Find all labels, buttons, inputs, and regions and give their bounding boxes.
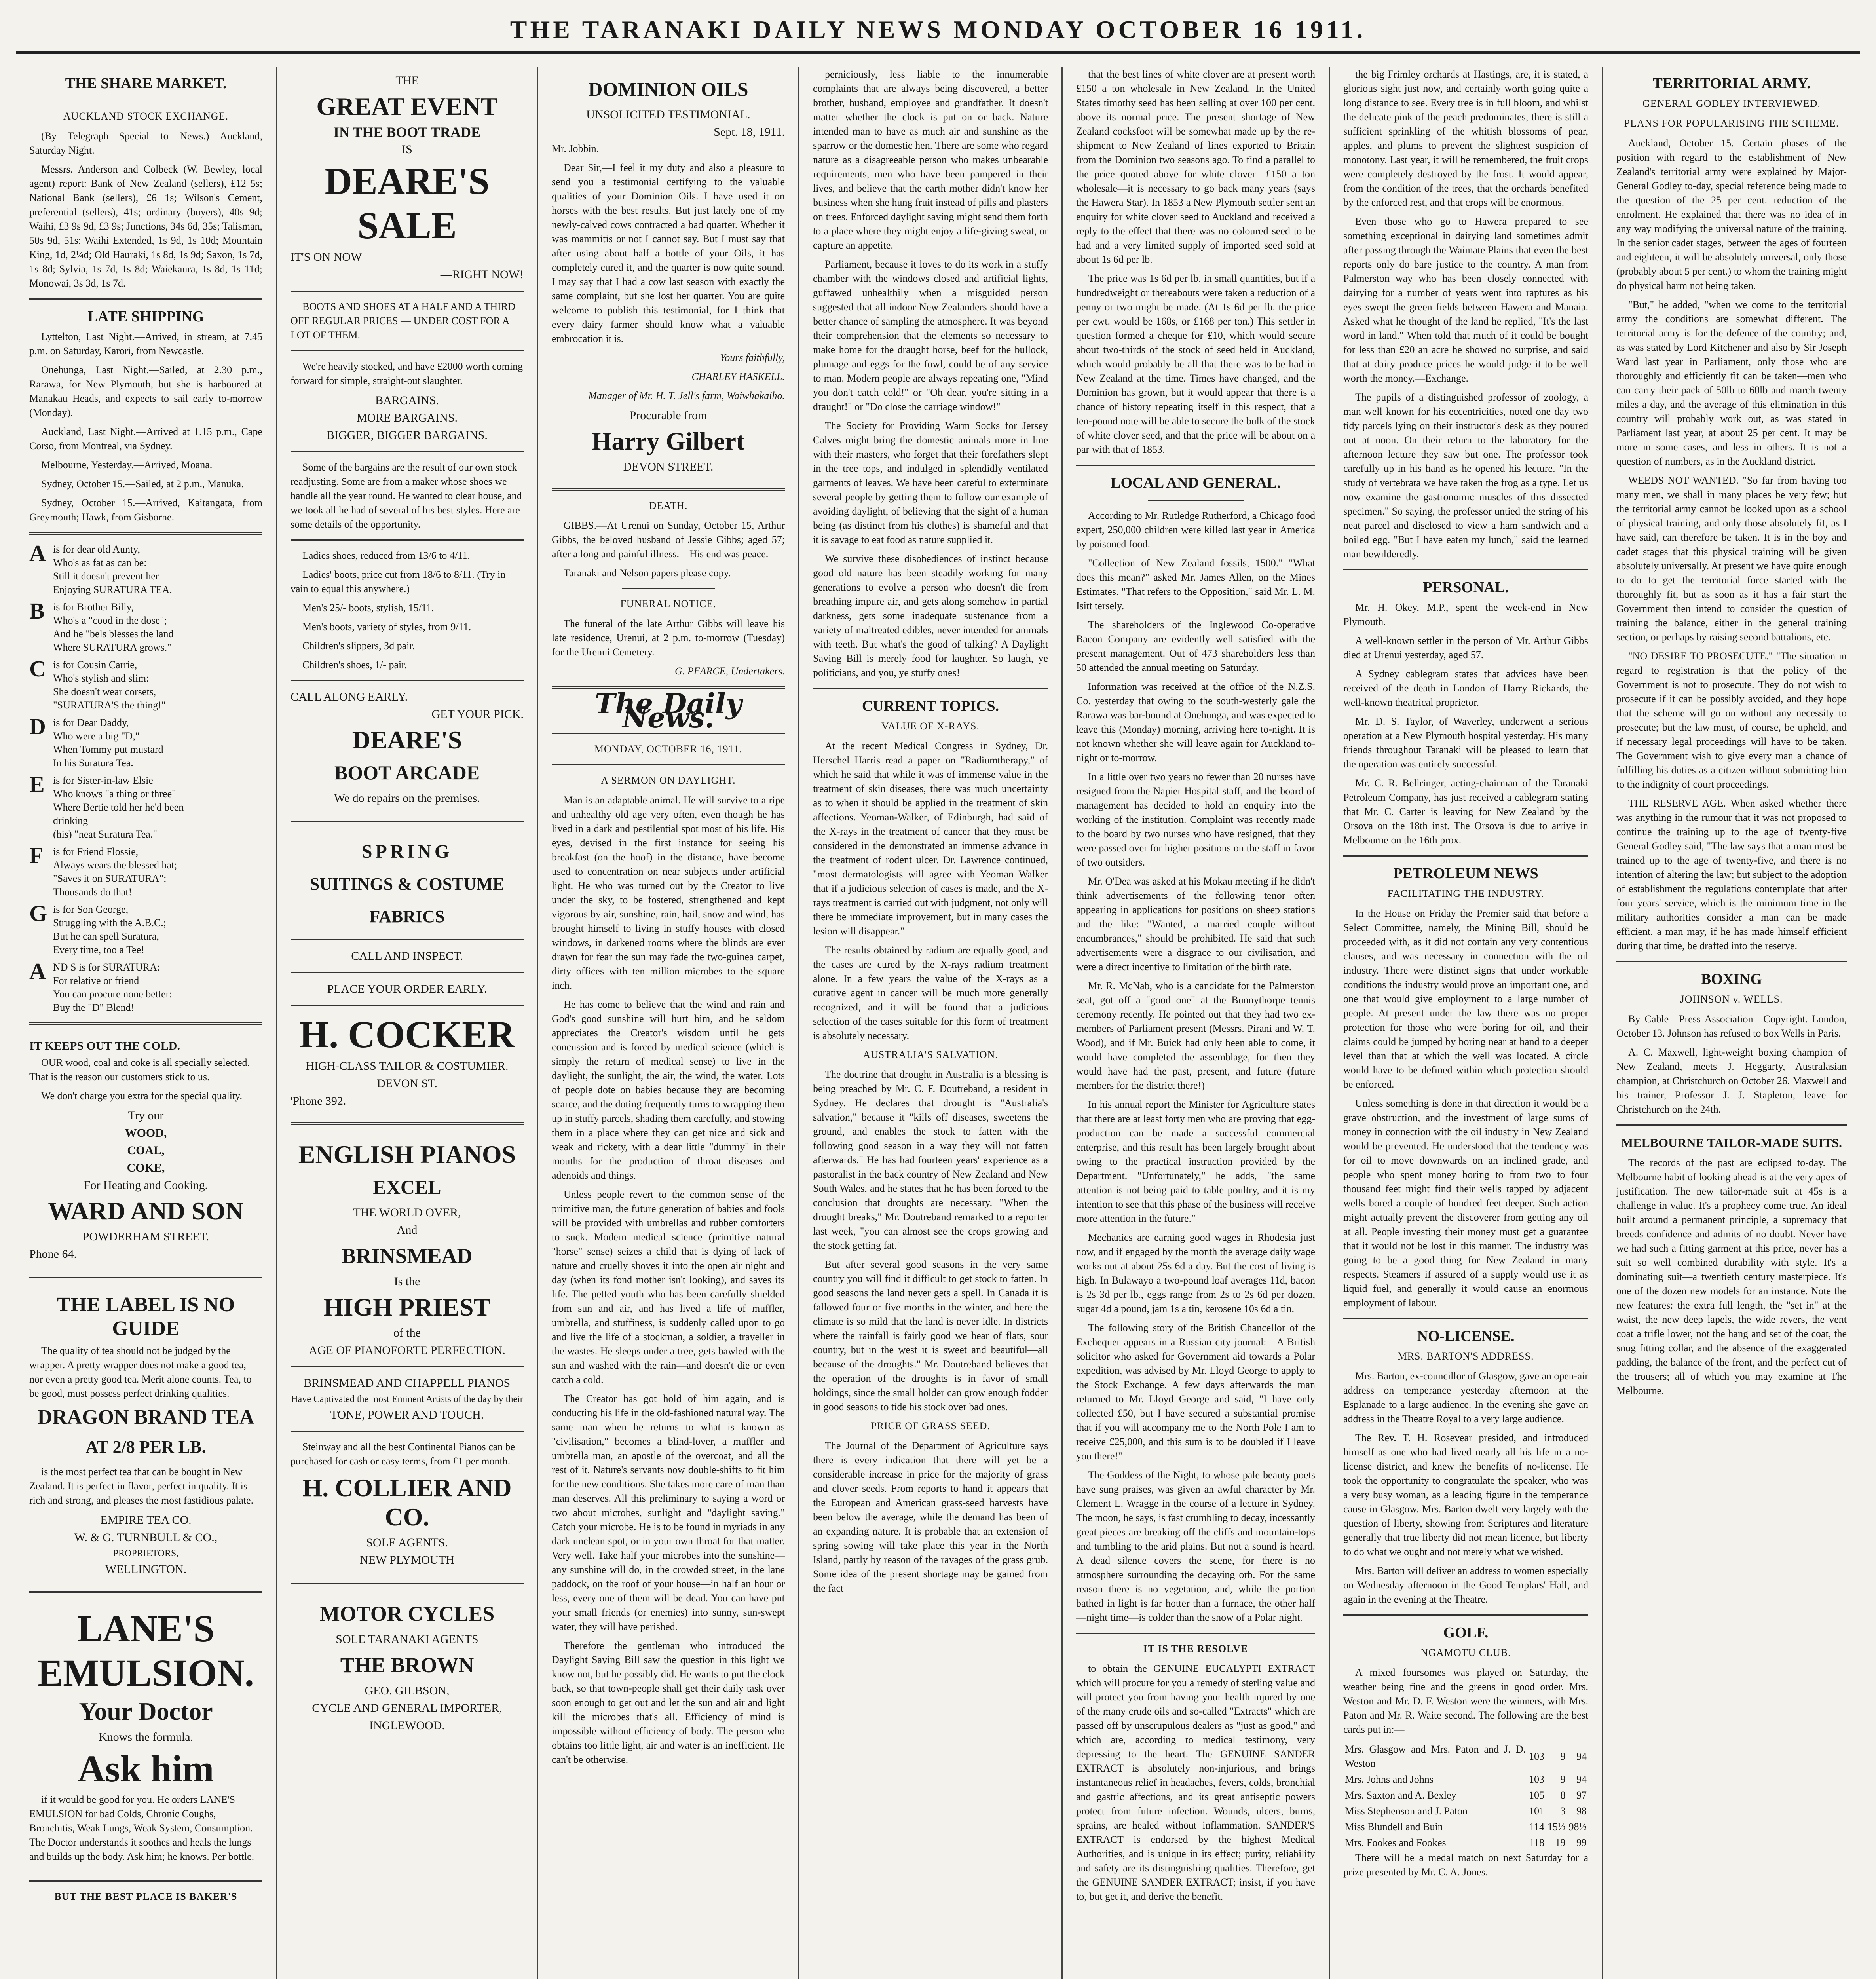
- local-item: Mr. O'Dea was asked at his Mokau meeting if he didn't think advertisements of the following tenor often appearing in applications for positions on sheep stations and the like: "Wanted, a married couple without encumbrances," should be prohibited. He said that such advertisements were a disgrace to our civilisation, and were a direct incentive to limitation of the birth rate.: [1076, 876, 1315, 972]
- sermon-heading: A SERMON ON DAYLIGHT.: [601, 775, 736, 786]
- local-item: "Collection of New Zealand fossils, 1500." "What does this mean?" asked Mr. James Allen, on the Mines Estimates. "That refers to the Opposition," said Mr. L. M. Isitt tersely.: [1076, 557, 1315, 612]
- shipping-item: Sydney, October 15.—Sailed, at 2 p.m., Manuka.: [41, 478, 244, 490]
- article-paragraph: The price was 1s 6d per lb. in small quantities, but if a hundredweight or thereabouts were taken a reduction of a penny or two might be made. (At 1s 6d per lb. the price per cwt. would be 168s, or £168 per ton.) This settler in question formed a cheque for £10, which would secure about two-thirds of the stock of seed held in Auckland, which would probably be all that there was to be had in New Zealand at the time. Times have changed, and the Dominion has grown, but it would appear that there is a chance of history repeating itself in this respect, that a ten-pound note will be able to secure the bulk of the stock of white clover seed, and that the price will be about on a par with that of 1853.: [1076, 273, 1315, 455]
- article-paragraph: Auckland, October 15. Certain phases of the position with regard to the establishment of New Zealand's territorial army were explained by Major-General Godley to-day, special reference being made to the question of the 25 per cent. reduction of the enrolment. He explained that there was no idea of in any way modifying the universal nature of the training. In the senior cadet stages, between the ages of fourteen and eighteen, it will be absolutely universal, only those (probably about 5 per cent.) to whom the training might do physical harm not being taken.: [1616, 137, 1847, 291]
- article-paragraph: the big Frimley orchards at Hastings, are, it is stated, a glorious sight just now, and certainly worth going quite a long distance to see. Every tree is in full bloom, and whilst the delicate pink of the peach predominates, there is still a sufficient sprinkling of the whitish blossoms of pear, apples, and plums to prevent the slightest suspicion of monotony. Last year, it will be remembered, the fruit crops were completely destroyed by the frost. It would appear, from the condition of the trees, that the orchards benefited by the enforced rest, and that crops will be enormous.: [1343, 68, 1588, 208]
- lanes-emulsion-ad: LANE'S EMULSION. Your Doctor Knows the formula. Ask him if it would be good for you. He orders LANE'S EMULSION for bad Colds, Chronic Coughs, Bronchitis, Weak Lungs, Weak System, Consumption. The Doctor understands it soothes and heals the lungs and builds up the body. Ask him; he knows. Per bottle.: [29, 1607, 254, 1862]
- table-row: Mrs. Glasgow and Mrs. Paton and J. D. Weston 103 9 94: [1345, 1743, 1587, 1769]
- issue-date: MONDAY, OCTOBER 16, 1911.: [594, 743, 742, 755]
- article-paragraph: Mrs. Barton will deliver an address to women especially on Wednesday afternoon in the Good Templars' Hall, and again in the evening at the Theatre.: [1343, 1565, 1588, 1605]
- suratura-rhyme: F is for Friend Flossie, Always wears the blessed hat; "Saves it on SURATURA"; Thousands do that!: [29, 845, 177, 898]
- personal-item: Mr. H. Okey, M.P., spent the week-end in New Plymouth.: [1343, 602, 1588, 627]
- local-item: Mr. R. McNab, who is a candidate for the Palmerston seat, got off a "good one" at the Bunnythorpe tennis ceremony recently. He pointed out that they had two ex-members of Parliament present (Messrs. Pirani and W. T. Wood), and if Mr. Buick had only been able to come, it would have completed the assemblage, for then they would have had the past, present, and future (future members for the district there!): [1076, 980, 1315, 1091]
- article-paragraph: A mixed foursomes was played on Saturday, the weather being fine and the greens in good order. Mrs. Weston and Mr. D. F. Weston were the winners, with Mrs. Paton and Mr. R. Waite second. The following are the best cards put in:—: [1343, 1667, 1588, 1735]
- dragon-tea-ad: THE LABEL IS NO GUIDE The quality of tea should not be judged by the wrapper. A pretty wrapper does not make a good tea, nor even a pretty good tea. Merit alone counts. Tea, to be good, must possess perfect drinking qualities. DRAGON BRAND TEA AT 2/8 PER LB. is the most perfect tea that can be bought in New Zealand. It is perfect in flavor, perfect in quality. It is rich and strong, and pleases the most fastidious palate. EMPIRE TEA CO. W. & G. TURNBULL & CO., PROPRIETORS, WELLINGTON.: [29, 1293, 254, 1576]
- pianos-ad: ENGLISH PIANOS EXCEL THE WORLD OVER, And BRINSMEAD Is the HIGH PRIEST of the AGE OF PIANOFORTE PERFECTION. BRINSMEAD AND CHAPPELL PIANOS Have Captivated the most Eminent Artists of the day by their TONE, POWER AND TOUCH. Steinway and all the best Continental Pianos can be purchased for cash or easy terms, from £1 per month. H. COLLIER AND CO. SOLE AGENTS. NEW PLYMOUTH: [291, 1140, 523, 1567]
- local-item: According to Mr. Rutledge Rutherford, a Chicago food expert, 250,000 children were killed last year in America by poisoned food.: [1076, 510, 1315, 550]
- editorial-paragraph: We survive these disobediences of instinct because good old nature has been steadily working for many generations to evolve a person who doesn't die from breathing impure air, and gets along somehow in partial darkness, gets some inadequate sustenance from a variety of maltreated edibles, never intended for animals with teeth. But what's the good of talking? A Daylight Saving Bill is merely food for laughter. So laugh, ye politicians, and you, ye stuffy ones!: [813, 553, 1048, 678]
- column-1: [16, 67, 277, 1979]
- petroleum-subheading: FACILITATING THE INDUSTRY.: [1387, 888, 1544, 899]
- article-paragraph: The Journal of the Department of Agriculture says there is every indication that there will yet be a considerable increase in price for the majority of grass and clover seeds. From reports to hand it appears that the European and American grass-seed harvests have been below the average, while the demand has been of an expanding nature. It is probable that an extension of spring sowing will take place this year in the North Island, partly by reason of the ravages of the grass grub. Some idea of the present shortage may be gained from the fact: [813, 1440, 1048, 1594]
- table-row: Miss Blundell and Buin 114 15½ 98½: [1345, 1821, 1587, 1833]
- divider: [29, 1022, 262, 1025]
- shipping-item: Auckland, Last Night.—Arrived at 1.15 p.m., Cape Corso, from Montreal, via Sydney.: [29, 426, 262, 452]
- article-paragraph: WEEDS NOT WANTED. "So far from having too many men, we shall in many places be very few; but the territorial army cannot be looked upon as a school of physical training, and only those absolutely fit, as I have said, can therefore be taken. It is in the boy and cadet stages that this physical training will be given absolutely universally. At present we have quite enough to do to get the territorial force started with the thoroughly fit, but as soon as it has a fair start the Government then intend to consider the question of training the balance, either in the general training section, or perhaps by raising second battalions, etc.: [1616, 475, 1847, 643]
- divider: [1148, 500, 1244, 501]
- article-paragraph: "NO DESIRE TO PROSECUTE." "The situation in regard to registration is that the policy of the Government is not to prosecute. They do not wish to prosecute if it can be possibly avoided, and they hope that the scheme will go on without any necessity to prosecute; but the law must, of course, be upheld, and if necessary legal proceedings will have to be taken. The Government wish to give every man a chance of fulfilling his duties as a citizen without submitting him to the indignity of court proceedings.: [1616, 650, 1847, 790]
- editorial-paragraph: perniciously, less liable to the innumerable complaints that are always being discovered, a better brother, husband, employee and grandfather. It doesn't matter whether the clock is put on or back. Nature intended man to have as much air and sunshine as the sparrow or the domestic hen. There are some who regard nature as a disagreeable person who makes unbearable requirements, men who have been pampered in their lives, and believe that the earth mother didn't know her business when she hung fruit instead of pills and plasters on trees. Enforced daylight saving might send them forth to a place where they might enjoy a life-giving sweat, or capture an appetite.: [813, 68, 1048, 251]
- ward-and-son-ad: IT KEEPS OUT THE COLD. OUR wood, coal and coke is all specially selected. That is the reason our customers stick to us. We don't charge you extra for the special quality. Try our WOOD, COAL, COKE, For Heating and Cooking. WARD AND SON POWDERHAM STREET. Phone 64.: [29, 1039, 250, 1261]
- divider: [622, 588, 715, 589]
- local-item: In a little over two years no fewer than 20 nurses have resigned from the Napier Hospital staff, and the board of management has decided to hold an enquiry into the working of the institution. Complaint was recently made to the board by two nurses who have resigned, that they were passed over for higher positions on the staff in favor of two outsiders.: [1076, 771, 1315, 868]
- article-paragraph: There will be a medal match on next Saturday for a prize presented by Mr. C. A. Jones.: [1343, 1852, 1588, 1878]
- local-item: The shareholders of the Inglewood Co-operative Bacon Company are evidently well satisfied with the present management. Out of 473 shareholders less than 50 attended the annual meeting on Saturday.: [1076, 619, 1315, 673]
- nolicense-heading: NO-LICENSE.: [1417, 1328, 1515, 1345]
- divider: [29, 298, 262, 300]
- divider: [29, 1276, 262, 1278]
- boxing-subheading: JOHNSON v. WELLS.: [1680, 993, 1783, 1005]
- eucalypti-ad: to obtain the GENUINE EUCALYPTI EXTRACT which will procure for you a remedy of sterling value and will protect you from having your health injured by one of the many crude oils and so-called "Extracts" which are passed off by unscrupulous dealers as "just as good," and which are, according to medical testimony, very depressing to the heart. The GENUINE SANDER EXTRACT is absolutely non-injurious, and brings instantaneous relief in headaches, fevers, colds, bronchial and gastric affections, and its great antiseptic powers protect from future infection. Wounds, ulcers, burns, sprains, are healed without inflammation. SANDER'S EXTRACT is endorsed by the highest Medical Authorities, and is unique in its effect; purity, reliability and safety are its distinguishing qualities. Therefore, get the GENUINE SANDER EXTRACT; insist, if you have to, but get it, and derive the benefit.: [1076, 1663, 1315, 1902]
- deares-sale-ad: THE GREAT EVENT IN THE BOOT TRADE IS DEARE'S SALE IT'S ON NOW— —RIGHT NOW! BOOTS AND SHOES AT A HALF AND A THIRD OFF REGULAR PRICES — UNDER COST FOR A LOT OF THEM. We're heavily stocked, and have £2000 worth coming forward for simple, straight-out slaughter. BARGAINS. MORE BARGAINS. BIGGER, BIGGER BARGAINS. Some of the bargains are the result of our own stock readjusting. Some are from a maker whose shoes we handle all the year round. He wanted to clear house, and we took all he had of several of his best styles. Here are some details of the opportunity. Ladies shoes, reduced from 13/6 to 4/11. Ladies' boots, price cut from 18/6 to 8/11. (Try in vain to equal this anywhere.) Men's 25/- boots, stylish, 15/11. Men's boots, variety of styles, from 9/11. Children's slippers, 3d pair. Children's shoes, 1/- pair. CALL ALONG EARLY. GET YOUR PICK. DEARE'S BOOT ARCADE We do repairs on the premises.: [291, 74, 524, 805]
- motor-cycles-ad: MOTOR CYCLES SOLE TARANAKI AGENTS THE BROWN GEO. GILBSON, CYCLE AND GENERAL IMPORTER, INGLEWOOD.: [312, 1602, 502, 1732]
- share-report: Messrs. Anderson and Colbeck (W. Bewley, local agent) report: Bank of New Zealand (sellers), £12 5s; National Bank (sellers), £6 1s; Wilson's Cement, preferential (sellers), 41s; ordinary (buyers), 40s 9d; Waihi, £3 9s 9d, £3 9s; Junctions, 34s 6d, 35s; Talisman, 50s 9d, 51s; Waihi Extended, 1s 9d, 1s 10d; Mountain King, 1d, 2¼d; Old Hauraki, 1s 8d, 1s 9d; Saxon, 1s 7d, 1s 8d; Sylvia, 1s 7d, 1s 8d; Waiekaura, 1s 8d, 1s 11d; Monowai, 3s 3d, 1s 7d.: [29, 163, 262, 289]
- shipping-item: Onehunga, Last Night.—Sailed, at 2.30 p.m., Rarawa, for New Plymouth, but she is harboured at Manakau Heads, and expects to sail early to-morrow (Monday).: [29, 364, 262, 418]
- cocker-tailor-ad: SPRING SUITINGS & COSTUME FABRICS CALL AND INSPECT. PLACE YOUR ORDER EARLY. H. COCKER HIGH-CLASS TAILOR & COSTUMIER. DEVON ST. 'Phone 392.: [291, 830, 524, 1115]
- bakers-line: BUT THE BEST PLACE IS BAKER'S: [54, 1891, 237, 1902]
- article-paragraph: Unless something is done in that direction it would be a grave obstruction, and the investment of large sums of money in connection with the oil industry in New Zealand would be prevented. He understood that the tendency was for oil to move downwards on an inclined grade, and people who spent money boring to from two to four thousand feet might find their wells tapped by adjacent wells bored a couple of hundred feet deeper. Such action might actually prevent the discoverer from getting any oil at all. People investing their money must get a guarantee that it would not be lost in this manner. The industry was going to be a good thing for New Zealand in many respects. Steamers if assured of a supply would use it as liquid fuel, and generally it would cause an enormous employment of labour.: [1343, 1098, 1588, 1309]
- suratura-rhyme: A is for dear old Aunty, Who's as fat as can be: Still it doesn't prevent her Enjoying SURATURA TEA.: [29, 543, 172, 595]
- eucalypti-heading: IT IS THE RESOLVE: [1143, 1643, 1248, 1654]
- petroleum-heading: PETROLEUM NEWS: [1393, 865, 1538, 882]
- suratura-rhyme: G is for Son George, Struggling with the A.B.C.; But he can spell Suratura, Every time, too a Tee!: [29, 903, 167, 955]
- editorial-paragraph: Parliament, because it loves to do its work in a stuffy chamber with the windows closed and artificial lights, guffawed unhealthily when a misguided person suggested that all indoor New Zealanders should have a better chance of sampling the atmosphere. It was beyond their comprehension that the elements so necessary to make home for the draught horse, beef for the bullock, plumage and eggs for the fowl, could be of any service to man. Modern people are always repeating one, "Mind you don't catch cold!" or "Oh dear, you're sitting in a draught!" or "Do close the carriage window!": [813, 258, 1048, 412]
- divider: [1343, 855, 1588, 857]
- death-notice: GIBBS.—At Urenui on Sunday, October 15, Arthur Gibbs, the beloved husband of Jessie Gibbs; aged 57; after a long and painful illness.—His end was peace.: [552, 520, 785, 560]
- salvation-heading: AUSTRALIA'S SALVATION.: [863, 1049, 998, 1060]
- territorial-army-heading: TERRITORIAL ARMY.: [1652, 75, 1811, 92]
- golf-heading: GOLF.: [1443, 1624, 1489, 1641]
- suratura-rhyme: A ND S is for SURATURA: For relative or friend You can procure none better: Buy the "D" Blend!: [29, 961, 172, 1013]
- death-heading: DEATH.: [649, 500, 688, 511]
- divider: [29, 532, 262, 535]
- daily-news-nameplate: The Daily News.: [594, 687, 742, 734]
- death-note: Taranaki and Nelson papers please copy.: [564, 567, 731, 579]
- boxing-heading: BOXING: [1701, 971, 1762, 988]
- personal-item: A well-known settler in the person of Mr. Arthur Gibbs died at Urenui yesterday, aged 57.: [1343, 635, 1588, 661]
- suratura-rhyme: C is for Cousin Carrie, Who's stylish and slim: She doesn't wear corsets, "SURATURA'S the thing!": [29, 658, 166, 711]
- divider: [29, 1591, 262, 1593]
- article-paragraph: At the recent Medical Congress in Sydney, Dr. Herschel Harris read a paper on "Radiumtherapy," of which he said that while it was of immense value in the treatment of skin diseases, there was much uncertainty as to when it should be applied in the treatment of skin affections. Yeoman-Walker, of Edinburgh, had said of the X-rays in the treatment of cancer that they must be considered in the demonstrated an immense advance in the treatment of rodent ulcer. Dr. Lawrence continued, "most dermatologists will agree with Yeoman Walker that if a judicious selection of cases is made, and the X-rays treatment is carried out with judgment, not only will there be immediate improvement, but in many cases the lesion will disappear.": [813, 740, 1048, 937]
- divider: [813, 688, 1048, 689]
- personal-item: Mr. C. R. Bellringer, acting-chairman of the Taranaki Petroleum Company, has just received a cablegram stating that Mr. C. Carter is leaving for New Zealand by the Orsova on the 18th inst. The Orsova is due to arrive in Melbourne on the 16th prox.: [1343, 777, 1588, 846]
- suratura-rhyme: E is for Sister-in-law Elsie Who knows "a thing or three" Where Bertie told her he'd been drinking (his) "neat Suratura Tea.": [29, 774, 184, 840]
- column-4: [799, 67, 1063, 1979]
- local-item: Mechanics are earning good wages in Rhodesia just now, and if engaged by the month the average daily wage works out at about 25s 6d a day. But the cost of living is high. In Bulawayo a two-pound loaf averages 11d, bacon is 2s 3d per lb., eggs range from 2s to 2s 6d per dozen, sugar 4d a pound, jam 1s a tin, kerosene 10s 6d a tin.: [1076, 1232, 1315, 1314]
- funeral-notice: The funeral of the late Arthur Gibbs will leave his late residence, Urenui, at 2 p.m. to-morrow (Tuesday) for the Urenui Cemetery.: [552, 618, 785, 658]
- column-6: [1330, 67, 1603, 1979]
- table-row: Mrs. Saxton and A. Bexley 105 8 97: [1345, 1789, 1587, 1801]
- divider: [1076, 1633, 1315, 1634]
- personal-item: A Sydney cablegram states that advices have been received of the death in London of Harry Rickards, the well-known theatrical proprietor.: [1343, 668, 1588, 708]
- divider: [1343, 1614, 1588, 1616]
- column-7: [1603, 67, 1860, 1979]
- article-paragraph: But after several good seasons in the very same country you will find it difficult to get stock to fatten. In good seasons the land never gets a spell. In Canada it is fallowed four or five months in the winter, and here the climate is so mild that the land is never idle. In districts where the rainfall is fairly good we hear of flats, sour country, but in the west it is sweet and beautiful—all because of the droughts." Mr. Doutreband believes that the operation of the droughts is in favor of small holdings, since the small holder can grow enough fodder in good seasons to tide his stock over bad ones.: [813, 1259, 1048, 1413]
- masthead: THE TARANAKI DAILY NEWS MONDAY OCTOBER 16 1911.: [16, 8, 1860, 54]
- column-3: [538, 67, 799, 1979]
- editorial-paragraph: Therefore the gentleman who introduced the Daylight Saving Bill saw the question in this light we know not, but he possibly did. He wants to put the clock back, so that town-people shall get their daily task over soon enough to get out and let the sun and air and light kill the microbes that's all. Efficiency of mind is impossible without efficiency of body. The person who obtains too little light, air and water is an inefficient. He can't be otherwise.: [552, 1640, 785, 1765]
- article-paragraph: The doctrine that drought in Australia is a blessing is being preached by Mr. C. F. Doutreband, a resident in Sydney. He declares that drought is "Australia's salvation," because it "kills off diseases, sweetens the ground, and enables the stock to fatten with the following good season in a way they will not fatten afterwards." He has had fourteen years' experience as a pastoralist in the back country of New Zealand and New South Wales, and he states that he has been forced to the conclusion that droughts are necessary. "When the drought breaks," Mr. Doutreband remarked to a reporter last week, "you can almost see the crops growing and the stock getting fat.": [813, 1069, 1048, 1251]
- article-paragraph: By Cable—Press Association—Copyright. London, October 13. Johnson has refused to box Wells in Paris.: [1616, 1013, 1847, 1039]
- divider: [1616, 961, 1847, 962]
- undertaker: G. PEARCE, Undertakers.: [674, 665, 785, 677]
- shipping-item: Melbourne, Yesterday.—Arrived, Moana.: [41, 459, 213, 471]
- personal-heading: PERSONAL.: [1423, 579, 1509, 596]
- article-paragraph: In the House on Friday the Premier said that before a Select Committee, namely, the Mining Bill, should be proceeded with, as it did not contain any very contentious clauses, and was necessary in connection with the oil industry. There were distinct signs that under workable conditions the industry would prove an important one, and one that would give employment to a large number of people. At present under the law there was no proper protection for those who were boring for oil, and their claims could be jumped by boring near at hand to a deeper level than that at which the well was located. A circle would have to be defined within which protection should be enforced.: [1343, 908, 1588, 1090]
- divider: [291, 1122, 524, 1125]
- divider: [1616, 1124, 1847, 1126]
- dominion-oils-ad: DOMINION OILS UNSOLICITED TESTIMONIAL. Sept. 18, 1911. Mr. Jobbin. Dear Sir,—I feel it my duty and also a pleasure to send you a testimonial certifying to the valuable qualities of your Dominion Oils. I have used it on horses with the best results. But just lately one of my newly-calved cows contracted a bad quarter. Whether it was mammitis or not I cannot say. But I must say that after using about half a bottle of your Oils, it has completely cured it, and the quarter is now quite sound. I may say that I had a cow last season with exactly the same complaint, but she lost her quarter. You are quite welcome to publish this testimonial, for I think that every dairy farmer should know what a valuable embrocation it is. Yours faithfully, CHARLEY HASKELL. Manager of Mr. H. T. Jell's farm, Waiwhakaiho. Procurable from Harry Gilbert DEVON STREET.: [552, 78, 785, 473]
- editorial-paragraph: The Creator has got hold of him again, and is conducting his life in the old-fashioned natural way. The same man when he returns to what is known as "civilisation," becomes a blind-lover, a muffler and umbrella man, an apostle of the overcoat, and all the rest of it. Nature's servants now double-shifts to fit him for the new conditions. She takes more care of man than man deserves. All this preliminary to saying a word or two about microbes, sunlight and "daylight saving." Catch your microbe. He is to be found in myriads in any dark unclean spot, or in your own throat for that matter. Very well. Take half your microbes into the sunshine—any sunshine will do, in the crowded street, in the lane paddock, on the roof of your house—in half an hour or less, every one of them will be dead. You can have put your small friends (or enemies) into sunny, sun-swept water, they will have perished.: [552, 1393, 785, 1632]
- golf-scores-table: [1343, 1742, 1588, 1851]
- article-paragraph: Mrs. Barton, ex-councillor of Glasgow, gave an open-air address on temperance yesterday afternoon at the Esplanade to a large audience. In the evening she gave an address in the Theatre Royal to a very large audience.: [1343, 1370, 1588, 1424]
- article-paragraph: The records of the past are eclipsed to-day. The Melbourne habit of looking ahead is at the very apex of justification. The new tailor-made suit at 45s is a challenge in value. It's a prophecy come true. An ideal built around a permanent principle, a supremacy that breeds confidence and admits of no doubt. Never have we had such a fitting garment at this price, never has a suit so well combined durability with style. It's a dominating suit—a twentieth century masterpiece. It's one of the dozen new models for an instance. Note the new features: the extra full length, the "set in" at the waist, the new deep lapels, the wide revers, the vent coat a trifle lower, not the hang and set of the coat, the snug fitting collar, and the absence of the exaggerated padding, the balance of the front, and the perfect cut of the trousers; all of which you may examine at The Melbourne.: [1616, 1157, 1847, 1396]
- suratura-rhyme: B is for Brother Billy, Who's a "cood in the dose"; And he "bels blesses the land Where SURATURA grows.": [29, 600, 174, 653]
- divider: [552, 488, 785, 491]
- local-general-heading: LOCAL AND GENERAL.: [1111, 475, 1281, 491]
- grass-seed-heading: PRICE OF GRASS SEED.: [871, 1420, 990, 1432]
- current-topics-heading: CURRENT TOPICS.: [862, 698, 999, 714]
- article-paragraph: The Rev. T. H. Rosevear presided, and introduced himself as one who had lived nearly all his life in a no-license district, and knew the benefits of no-license. He took the opportunity to congratulate the speaker, who was a very busy woman, as a leading figure in the temperance cause in Glasgow. Mrs. Barton dwelt very largely with the question of liberty, showing from Scriptures and literature generally that true liberty did not mean licence, but liberty to do what we ought and not merely what we wished.: [1343, 1432, 1588, 1557]
- editorial-paragraph: He has come to believe that the wind and rain and God's good sunshine will hurt him, and he seldom appreciates the Creator's wisdom until he gets concussion and is forced by medical science (which is simply the return of medical sense) to live in the daylight, the sunlight, the air, the wind, the water. Lots of people dote on babies because they are becoming scarce, and the doting frequently turns to wrapping them up in stuffy parcels, shading them carefully, and stowing them in a place where they can get nice and sick and weak and rickety, with a dear little "dummy" in their mouths for the production of throat diseases and adenoids and things.: [552, 999, 785, 1181]
- column-2: [277, 67, 538, 1979]
- share-market-heading: THE SHARE MARKET.: [65, 75, 227, 92]
- shipping-item: Lyttelton, Last Night.—Arrived, in stream, at 7.45 p.m. on Saturday, Karori, from Newcastle.: [29, 331, 262, 357]
- editorial-paragraph: Unless people revert to the common sense of the primitive man, the future generation of babies and fools will be provided with umbrellas and rubber comforters to suck. Modern medical science (primitive natural "horse" sense) seizes a child that is dying of lack of nature and cruelly shoves it into the open air night and day (when its fond mother isn't looking), and saves its life. The petted youth who has been carefully shielded from sun and air, and has lived a life of muffler, umbrella, and stuffiness, is suddenly called upon to go and live the life of a stockman, a soldier, a traveller in the wastes. He sleeps under a tree, gets bawled with the sun and washed with the rain—and doesn't die or even catch a cold.: [552, 1189, 785, 1385]
- divider: [29, 1880, 262, 1882]
- tailor-suits-heading: MELBOURNE TAILOR-MADE SUITS.: [1621, 1136, 1842, 1150]
- table-row: Mrs. Fookes and Fookes 118 19 99: [1345, 1837, 1587, 1848]
- nolicense-subheading: MRS. BARTON'S ADDRESS.: [1398, 1350, 1534, 1362]
- divider: [1343, 1318, 1588, 1319]
- army-subheading-2: PLANS FOR POPULARISING THE SCHEME.: [1624, 118, 1839, 129]
- late-shipping-heading: LATE SHIPPING: [87, 308, 204, 325]
- divider: [552, 764, 785, 765]
- article-paragraph: The results obtained by radium are equally good, and the cases are cured by the X-rays radium treatment alone. In a few years the value of the X-rays as a curative agent in cancer will be much more generally recognized, and it will be found that a judicious selection of the cases suitable for this form of treatment is absolutely necessary.: [813, 944, 1048, 1041]
- local-item: The following story of the British Chancellor of the Exchequer appears in a Russian city journal:—A British solicitor who asked for Government aid towards a Polar expedition, was advised by Mr. Lloyd George to apply to the Stock Exchange. A few days afterwards the man returned to Mr. Lloyd George and said, "I have only collected £50, but I have secured a substantial promise that if you will accompany me to the North Pole I am to receive £25,000, and this sum is to be doubled if I leave you there!": [1076, 1322, 1315, 1462]
- divider: [291, 820, 524, 822]
- article-paragraph: "But," he added, "when we come to the territorial army the conditions are somewhat different. The territorial army is for the defence of the country; and, as was stated by Lord Kitchener and also by Sir Joseph Ward last year in Parliament, only those who are thoroughly and efficiently fit can be taken—men who can carry their pack of 50lb to 60lb and march twenty miles a day, and the average of this elimination in this country will probably work out, as was stated in Parliament last year, at about 25 per cent. It may be more in some cases, and less in others. It is not a question of numbers, as in the Auckland district.: [1616, 299, 1847, 467]
- suratura-rhyme: D is for Dear Daddy, Who were a big "D," When Tommy put mustard In his Suratura Tea.: [29, 716, 163, 769]
- local-item: In his annual report the Minister for Agriculture states that there are at least forty men who are proving that egg-production can be made a successful commercial enterprise, and this result has been largely brought about owing to the practical instruction provided by the Department. "Unfortunately," he adds, "the same attention is not being paid to table poultry, and it is my intention to see that this phase of the business will receive more attention in the future.": [1076, 1099, 1315, 1224]
- table-row: Miss Stephenson and J. Paton 101 3 98: [1345, 1805, 1587, 1817]
- golf-subheading: NGAMOTU CLUB.: [1420, 1647, 1511, 1658]
- article-paragraph: The pupils of a distinguished professor of zoology, a man well known for his eccentricities, noted one day two tidy parcels lying on their instructor's desk as they poured out at noon. On their return to the laboratory for the afternoon lecture they saw but one. The professor took carefully up in his hand as he opened his lecture. "In the study of vertebrata we have taken the frog as a type. Let us now examine the gastronomic muscles of this dissected specimen." So saying, the professor untied the string of his neat parcel and disclosed to view a ham sandwich and a boiled egg. "But I have eaten my lunch," said the learned man bewilderedly.: [1343, 391, 1588, 560]
- local-item: The Goddess of the Night, to whose pale beauty poets have sung praises, was given an awful character by Mr. Clement L. Wragge in the course of a lecture in Sydney. The moon, he says, is fast crumbling to decay, incessantly great pieces are breaking off the cliffs and mountain-tops and tumbling to the arid plains. But not a sound is heard. A dead silence covers the scene, for there is no atmosphere surrounding the decaying orb. For the same reason there is no vegetation, and, while the portion bathed in light is far hotter than a furnace, the other half—night time—is colder than the snow of a Polar night.: [1076, 1469, 1315, 1623]
- article-paragraph: THE RESERVE AGE. When asked whether there was anything in the rumour that it was not proposed to continue the training up to the age of twenty-five General Godley said, "The law says that a man must be trained up to the age of twenty-five, and there is no intention of altering the law; but subject to the adoption of establishment the regulations contemplate that after four years' service, which is the minimum time in the military authorities consider a man can be made efficient, a man may, if he has made himself efficient during that time, be drafted into the reserve.: [1616, 798, 1847, 952]
- article-paragraph: A. C. Maxwell, light-weight boxing champion of New Zealand, meets J. Heggarty, Australasian champion, at Christchurch on October 26. Maxwell and his trainer, Professor J. J. Stapleton, leave for Christchurch on the 24th.: [1616, 1046, 1847, 1115]
- column-5: [1063, 67, 1330, 1979]
- divider: [291, 1582, 524, 1584]
- editorial-paragraph: The Society for Providing Warm Socks for Jersey Calves might bring the domestic animals more in line with their masters, who forget that their forefathers slept in the tree tops, and indulged in splendidly ventilated garments of leaves. We have been careful to exterminate several people by getting them to follow our example of avoiding daylight, of believing that the sight of a human being (as distinct from his clothes) is shameful and that it is savage to eat food as nature supplied it.: [813, 420, 1048, 545]
- telegraph-line: (By Telegraph—Special to News.) Auckland, Saturday Night.: [29, 130, 262, 156]
- divider: [1076, 465, 1315, 466]
- editorial-paragraph: Man is an adaptable animal. He will survive to a ripe and unhealthy old age very often, even though he has lived in a dark and pestilential spot most of his life. His eyes, devised in the first instance for seeing his breakfast (on the hoof) in the distance, have become used to concentration on near subjects under artificial light. He who was turned out by the Creator to live under the sky, to be fostered, strengthened and kept vigorous by air, sunshine, rain, hail, snow and wind, has brought himself to living in stuffy houses with closed windows, in darkened rooms where the blinds are ever drawn for fear the sun may fade the two-guinea carpet, dirty offices with ten million microbes to the square inch.: [552, 794, 785, 991]
- article-paragraph: that the best lines of white clover are at present worth £150 a ton wholesale in New Zealand. In the United States timothy seed has been selling at over 100 per cent. above its normal price. The present shortage of New Zealand cocksfoot will be somewhat made up by the re-shipment to New Zealand of lines exported to Britain from the Dominion two seasons ago. To find a parallel to the price quoted above for white clover—£150 a ton wholesale—it is necessary to go back many years (says the Hawera Star). In 1853 a New Plymouth settler sent an enquiry for white clover seed to Auckland and received a reply to the effect that there was no coloured seed to be had and a very limited supply of imported seed sold at about 1s 6d per lb.: [1076, 68, 1315, 265]
- shipping-item: Sydney, October 15.—Arrived, Kaitangata, from Greymouth; Hawk, from Gisborne.: [29, 497, 262, 523]
- army-subheading: GENERAL GODLEY INTERVIEWED.: [1642, 98, 1821, 109]
- exchange-heading: AUCKLAND STOCK EXCHANGE.: [63, 110, 229, 122]
- article-paragraph: Even those who go to Hawera prepared to see something exceptional in dairying land sometimes admit after passing through the Waimate Plains that even the best reports only do bare justice to the country. A man from Palmerston way who has been closely connected with dairying for a number of years went into raptures as his eyes swept the green fields between Hawera and Manaia. Asked what he thought of the land he replied, "It's the last word in land." When told that much of it could be bought for less than £20 an acre he showed no surprise, and said that at dairy produce prices he would judge it to be well worth the money.—Exchange.: [1343, 216, 1588, 384]
- funeral-heading: FUNERAL NOTICE.: [620, 598, 716, 610]
- xrays-heading: VALUE OF X-RAYS.: [881, 720, 980, 732]
- table-row: Mrs. Johns and Johns 103 9 94: [1345, 1774, 1587, 1785]
- local-item: Information was received at the office of the N.Z.S. Co. yesterday that owing to the south-westerly gale the Rarawa was bar-bound at Onehunga, and was expected to leave this (Monday) morning, arriving here to-night. It is not known whether she will leave again for Auckland to-night or to-morrow.: [1076, 681, 1315, 763]
- personal-item: Mr. D. S. Taylor, of Waverley, underwent a serious operation at a New Plymouth hospital yesterday. His many friends throughout Taranaki will be pleased to learn that the operation was entirely successful.: [1343, 716, 1588, 770]
- divider: [1343, 569, 1588, 570]
